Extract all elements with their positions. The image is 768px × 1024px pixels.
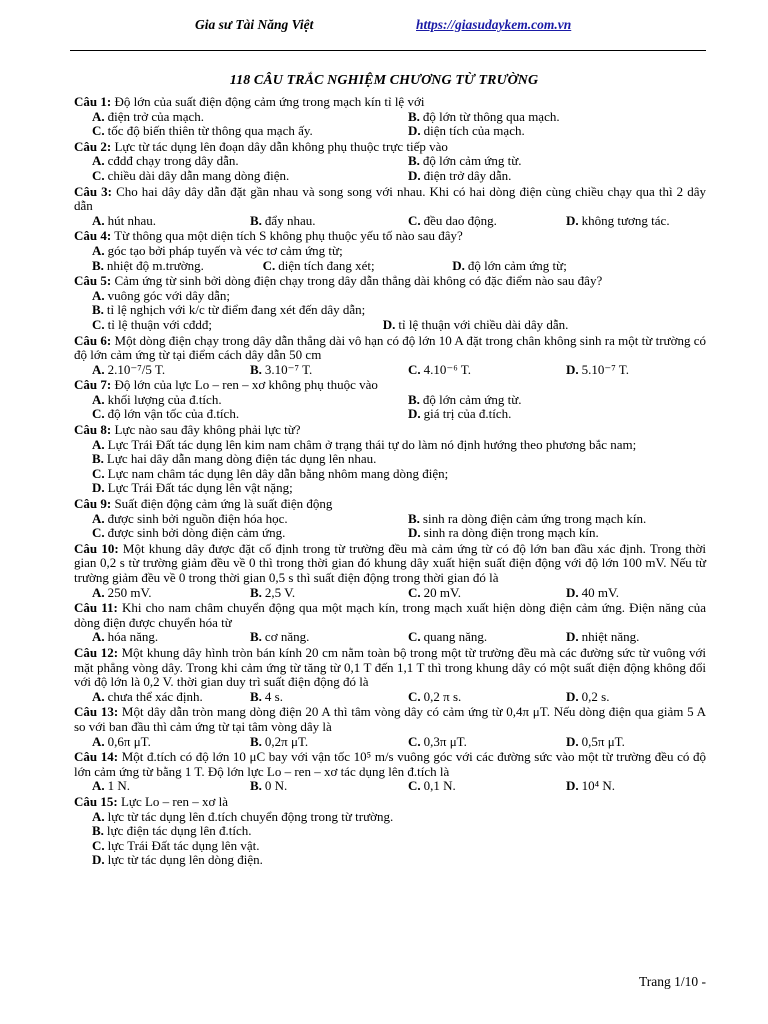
question-text: Cho hai dây dây dẫn đặt gần nhau và song song với nhau. Khi có hai dòng điện cùng chiều chạy qua thì 2 dây dẫn <box>74 183 706 214</box>
question-number: Câu 13: <box>74 704 119 720</box>
answer-option[interactable]: C. được sinh bởi dòng điện cảm ứng. <box>92 525 286 541</box>
answer-option[interactable]: A. 0,6π μT. <box>92 733 151 749</box>
answer-option[interactable]: D. không tương tác. <box>566 212 670 228</box>
question <box>74 140 706 184</box>
question-text: Khi cho nam châm chuyển động qua một mạch kín, trong mạch xuất hiện dòng điện cảm ứng. Điện năng của dòng điện được chuyển hóa từ <box>74 600 707 630</box>
answer-option[interactable]: D. độ lớn cảm ứng từ; <box>452 257 567 273</box>
header-brand: Gia sư Tài Năng Việt <box>195 17 314 32</box>
answer-option[interactable]: A. vuông góc với dây dẫn; <box>92 287 231 303</box>
answer-option[interactable]: C. 0,1 N. <box>408 778 456 794</box>
question-number: Câu 7: <box>74 377 112 393</box>
answer-option[interactable]: C. Lực nam châm tác dụng lên dây dẫn bằng nhôm mang dòng điện; <box>92 465 449 481</box>
question <box>74 229 706 273</box>
answer-option[interactable]: B. Lực hai dây dẫn mang dòng điện tác dụng lên nhau. <box>92 451 377 467</box>
answer-option[interactable]: C. đều dao động. <box>408 212 497 228</box>
answer-option[interactable]: A. lực từ tác dụng lên đ.tích chuyển động trong từ trường. <box>92 808 394 824</box>
answer-option[interactable]: B. 3.10⁻⁷ T. <box>250 361 313 377</box>
answer-option[interactable]: A. góc tạo bởi pháp tuyến và véc tơ cảm ứng từ; <box>92 242 343 258</box>
question <box>74 274 706 332</box>
answer-option[interactable]: B. 4 s. <box>250 688 283 704</box>
answer-option[interactable]: D. 0,5π μT. <box>566 733 625 749</box>
question <box>74 423 706 496</box>
question-text: Lực nào sau đây không phải lực từ? <box>114 422 301 438</box>
question <box>74 705 706 749</box>
question-number: Câu 14: <box>74 749 119 765</box>
question-text: Suất điện động cảm ứng là suất điện động <box>114 496 333 512</box>
answer-option[interactable]: D. 40 mV. <box>566 584 619 600</box>
answer-option[interactable]: A. 1 N. <box>92 778 131 794</box>
answer-option[interactable]: C. lực Trái Đất tác dụng lên vật. <box>92 837 260 853</box>
answer-option[interactable]: B. 0 N. <box>250 778 288 794</box>
answer-option[interactable]: C. tốc độ biến thiên từ thông qua mạch ấy. <box>92 123 313 139</box>
answer-option[interactable]: B. đẩy nhau. <box>250 212 316 228</box>
answer-option[interactable]: D. Lực Trái Đất tác dụng lên vật nặng; <box>92 480 293 496</box>
question-text: Lực Lo – ren – xơ là <box>120 793 229 809</box>
answer-option[interactable]: C. tỉ lệ thuận với cđdđ; <box>92 316 212 332</box>
answer-option[interactable]: D. sinh ra dòng điện trong mạch kín. <box>408 525 599 541</box>
question-text: Cảm ứng từ sinh bởi dòng điện chạy trong dây dẫn thẳng dài không có đặc điểm nào sau đây? <box>114 273 603 289</box>
answer-option[interactable]: A. Lực Trái Đất tác dụng lên kim nam châm ở trạng thái tự do làm nó định hướng theo phương bắc nam; <box>92 436 637 452</box>
answer-option[interactable]: B. 2,5 V. <box>250 584 296 600</box>
answer-option[interactable]: C. 0,2 π s. <box>408 688 462 704</box>
answer-option[interactable]: B. lực điện tác dụng lên đ.tích. <box>92 823 252 839</box>
answer-option[interactable]: A. hút nhau. <box>92 212 157 228</box>
question <box>74 750 706 794</box>
question <box>74 646 706 704</box>
question <box>74 542 706 600</box>
question-text: Một dây dẫn tròn mang dòng điện 20 A thì tâm vòng dây có cảm ứng từ 0,4π μT. Nếu dòng điện qua giảm 5 A so với ban đầu thì cảm ứng từ tại tâm vòng dây là <box>74 704 707 734</box>
answer-option[interactable]: A. cđdđ chạy trong dây dẫn. <box>92 153 239 169</box>
question <box>74 497 706 541</box>
answer-option[interactable]: C. chiều dài dây dẫn mang dòng điện. <box>92 167 290 183</box>
question-text: Một khung dây được đặt cố định trong từ trường đều mà cảm ứng từ có độ lớn ban đầu xác định. Trong thời gian 0,2 s từ trường giảm đều về 0 thì trong thời gian đó khung dây xuất hiện suất điện động với độ lớn 100 mV. Nếu từ trường giảm đều về 0 trong thời gian 0,5 s thì suất điện động trong thời gian đó là <box>74 540 707 585</box>
question-text: Lực từ tác dụng lên đoạn dây dẫn không phụ thuộc trực tiếp vào <box>114 138 448 154</box>
answer-option[interactable]: C. độ lớn vận tốc của đ.tích. <box>92 406 240 422</box>
question-text: Độ lớn của suất điện động cảm ứng trong mạch kín tỉ lệ với <box>114 94 425 109</box>
answer-option[interactable]: D. giá trị của đ.tích. <box>408 406 512 422</box>
question-number: Câu 4: <box>74 228 112 244</box>
answer-option[interactable]: A. khối lượng của đ.tích. <box>92 391 222 407</box>
question <box>74 795 706 868</box>
question <box>74 334 706 378</box>
answer-option[interactable]: B. độ lớn cảm ứng từ. <box>408 391 522 407</box>
answer-option[interactable]: D. tỉ lệ thuận với chiều dài dây dẫn. <box>382 316 569 332</box>
question-number: Câu 5: <box>74 273 112 289</box>
answer-option[interactable]: B. cơ năng. <box>250 629 310 645</box>
answer-option[interactable]: A. điện trở của mạch. <box>92 108 205 124</box>
answer-option[interactable]: C. 20 mV. <box>408 584 461 600</box>
answer-option[interactable]: A. được sinh bởi nguồn điện hóa học. <box>92 510 288 526</box>
page-header <box>70 14 706 51</box>
question-number: Câu 8: <box>74 422 112 438</box>
answer-option[interactable]: C. 0,3π μT. <box>408 733 467 749</box>
question-number: Câu 1: <box>74 94 112 109</box>
answer-option[interactable]: D. 10⁴ N. <box>566 778 616 794</box>
header-link[interactable]: https://giasudaykem.com.vn <box>416 17 572 32</box>
answer-option[interactable]: B. 0,2π μT. <box>250 733 309 749</box>
question-list <box>74 95 706 869</box>
answer-option[interactable]: D. lực từ tác dụng lên dòng điện. <box>92 852 263 868</box>
answer-option[interactable]: A. chưa thể xác định. <box>92 688 203 704</box>
answer-option[interactable]: C. 4.10⁻⁶ T. <box>408 361 472 377</box>
question-number: Câu 3: <box>74 183 113 199</box>
question-text: Một dòng điện chạy trong dây dẫn thẳng dài vô hạn có độ lớn 10 A đặt trong chân không sinh ra một từ trường có độ lớn cảm ứng từ tại điểm cách dây dẫn 50 cm <box>74 332 706 363</box>
question-number: Câu 15: <box>74 793 118 809</box>
answer-option[interactable]: B. độ lớn cảm ứng từ. <box>408 153 522 169</box>
answer-option[interactable]: B. sinh ra dòng điện cảm ứng trong mạch kín. <box>408 510 647 526</box>
question <box>74 185 706 229</box>
page-number: Trang 1/10 - <box>638 974 706 989</box>
answer-option[interactable]: D. diện tích của mạch. <box>408 123 525 139</box>
question <box>74 378 706 422</box>
question-number: Câu 2: <box>74 138 112 154</box>
answer-option[interactable]: D. 0,2 s. <box>566 688 610 704</box>
answer-option[interactable]: A. 250 mV. <box>92 584 152 600</box>
question-text: Độ lớn của lực Lo – ren – xơ không phụ thuộc vào <box>114 377 378 393</box>
question-text: Từ thông qua một diện tích S không phụ thuộc yếu tố nào sau đây? <box>114 228 463 244</box>
answer-option[interactable]: B. nhiệt độ m.trường. <box>92 257 204 273</box>
answer-option[interactable]: C. quang năng. <box>408 629 488 645</box>
answer-option[interactable]: D. nhiệt năng. <box>566 629 640 645</box>
answer-option[interactable]: D. điện trở dây dẫn. <box>408 167 512 183</box>
answer-option[interactable]: D. 5.10⁻⁷ T. <box>566 361 630 377</box>
answer-option[interactable]: B. độ lớn từ thông qua mạch. <box>408 108 560 124</box>
question-number: Câu 11: <box>74 600 118 616</box>
document-title: 118 CÂU TRẮC NGHIỆM CHƯƠNG TỪ TRƯỜNG <box>229 73 539 88</box>
question-text: Một đ.tích có độ lớn 10 μC bay với vận tốc 10⁵ m/s vuông góc với các đường sức vào một từ trường đều có độ lớn cảm ứng từ bằng 1 T. Độ lớn lực Lo – ren – xơ tác dụng lên đ.tích là <box>74 749 707 779</box>
answer-option[interactable]: C. diện tích đang xét; <box>262 257 375 273</box>
answer-option[interactable]: A. 2.10⁻⁷/5 T. <box>92 361 166 377</box>
question <box>74 95 706 139</box>
question-number: Câu 9: <box>74 496 112 512</box>
answer-option[interactable]: A. hóa năng. <box>92 629 159 645</box>
question <box>74 601 706 645</box>
question-text: Một khung dây hình tròn bán kính 20 cm nằm toàn bộ trong một từ trường đều mà các đường sức từ vuông với mặt phẳng vòng dây. Trong khi cảm ứng từ tăng từ 0,1 T đến 1,1 T thì trong khung dây có một suất điện động không đổi với độ lớn là 0,2 V. thời gian duy trì suất điện động đó là <box>74 644 706 690</box>
question-number: Câu 12: <box>74 644 119 660</box>
answer-option[interactable]: B. tỉ lệ nghịch với k/c từ điểm đang xét đến dây dẫn; <box>92 302 366 318</box>
question-number: Câu 10: <box>74 540 119 556</box>
question-number: Câu 6: <box>74 332 112 348</box>
